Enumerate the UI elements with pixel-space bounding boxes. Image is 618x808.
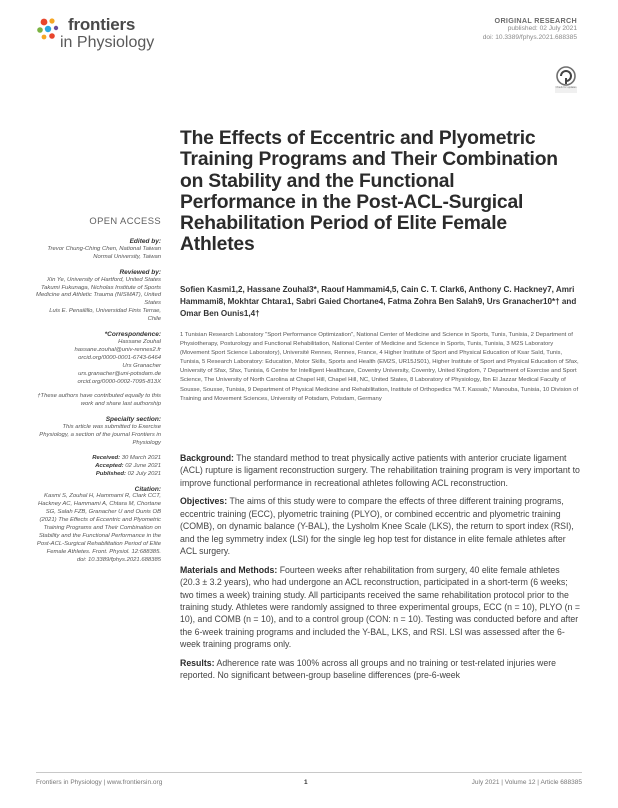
check-for-updates-button[interactable] <box>553 66 579 94</box>
abstract <box>180 452 580 688</box>
reviewer: Takumi Fukunaga, Nicholas Institute of Sports Medicine and Athletic Trauma (NISMAT), United States <box>36 284 161 307</box>
article-doi[interactable]: doi: 10.3389/fphys.2021.688385 <box>482 33 577 41</box>
results-label: Results: <box>180 657 215 668</box>
abstract-methods <box>180 564 580 651</box>
methods-text: Fourteen weeks after rehabilitation from surgery, 40 elite female athletes (20.3 ± 3.2 years), who had undergone an ACL reconstruction, participated in a short-term (6 weeks; two times a week) training study. All participants received the same rehabilitation protocol prior to the training study. Athletes were randomly assigned to three experimental groups, ECC (n = 10), PLYO (n = 10), and COMB (n = 10), and to a control group (CON: n = 10). Testing was conducted before and after the 6-week training programs and included the Y-BAL, LKS, and RSI. LSI was assessed after the 6-week training programs only. <box>180 564 580 650</box>
correspondent-email[interactable]: urs.granacher@uni-potsdam.de <box>78 370 161 377</box>
authors-text: Sofien Kasmi1,2, Hassane Zouhal3*, Raouf Hammami4,5, Cain C. T. Clark6, Anthony C. Hackney7, Amri Hammami8, Mokhtar Chtara1, Sabri Gaied Chortane4, Fatma Zohra Ben Salah9, Urs Granacher10*† and Omar Ben Ounis1,4† <box>180 285 577 318</box>
article-meta <box>357 16 577 42</box>
footer-issue: July 2021 | Volume 12 | Article 688385 <box>471 779 582 786</box>
received-date <box>36 455 161 463</box>
author-list <box>180 284 580 320</box>
objectives-text: The aims of this study were to compare the effects of three different training programs, eccentric training (ECC), plyometric training (PLYO), or combined eccentric and plyometric training (COMB), on dynamic balance (Y-BAL), the Lysholm Knee Scale (LKS), the return to sport index (RSI), and the leg symmetry index (LSI) for the single leg hop test for distance in elite female athletes after ACL surgery. <box>180 496 574 557</box>
page-number: 1 <box>304 779 308 786</box>
sidebar <box>36 238 161 565</box>
correspondent-orcid[interactable]: orcid.org/0000-0002-7095-813X <box>77 378 161 385</box>
footer-divider <box>36 772 582 773</box>
accepted-value: 02 June 2021 <box>125 462 161 469</box>
methods-label: Materials and Methods: <box>180 564 278 575</box>
received-value: 30 March 2021 <box>121 454 161 461</box>
correspondent-orcid[interactable]: orcid.org/0000-0001-6743-6464 <box>78 354 161 361</box>
objectives-label: Objectives: <box>180 496 228 507</box>
check-for-updates-label: Check for updates <box>555 86 577 89</box>
journal-logo[interactable] <box>36 14 196 54</box>
specialty-section: This article was submitted to Exercise Physiology, a section of the journal Frontiers in Physiology <box>39 424 161 446</box>
published-value: 02 July 2021 <box>127 470 161 477</box>
article-title: The Effects of Eccentric and Plyometric Training Programs and Their Combination on Stability and the Functional Performance in the Post-ACL-Surgical Rehabilitation Period of Elite Female Athletes <box>180 128 558 256</box>
citation-text: Kasmi S, Zouhal H, Hammami R, Clark CCT, Hackney AC, Hammami A, Chtara M, Chortane SG, Salah FZB, Granacher U and Ounis OB (2021) The Effects of Eccentric and Plyometric Training Programs and Their Combination on Stability and the Functional Performance in the Post-ACL-Surgical Rehabilitation Period of Elite Female Athletes. Front. Physiol. 12:688385. doi: 10.3389/fphys.2021.688385 <box>36 493 161 563</box>
footer-journal[interactable]: Frontiers in Physiology | www.frontiersin.org <box>36 779 163 786</box>
accepted-date <box>36 463 161 471</box>
correspondent-name: Urs Granacher <box>122 362 161 369</box>
background-text: The standard method to treat physically active patients with anterior cruciate ligament (ACL) rupture is ligament reconstruction surgery. The rehabilitation training program is very important to improve functional performance in recreational athletes following ACL reconstruction. <box>180 453 580 488</box>
background-label: Background: <box>180 453 234 463</box>
open-access-label: OPEN ACCESS <box>89 215 161 226</box>
published-label: Published: <box>95 470 126 477</box>
edited-by-label: Edited by: <box>129 238 161 245</box>
specialty-label: Specialty section: <box>105 416 161 424</box>
received-label: Received: <box>92 454 121 461</box>
abstract-objectives <box>180 495 580 557</box>
reviewer: Xin Ye, University of Hartford, United States <box>46 276 161 283</box>
published-date: published: 02 July 2021 <box>507 25 577 32</box>
correspondent-name: Hassane Zouhal <box>118 338 161 345</box>
check-for-updates-icon <box>553 66 579 94</box>
frontiers-logo-icon <box>36 16 62 42</box>
journal-name: in Physiology <box>60 34 155 51</box>
correspondent-email[interactable]: hassane.zouhal@univ-rennes2.fr <box>74 346 161 353</box>
equal-contribution-note: †These authors have contributed equally to this work and share last authorship <box>37 393 161 408</box>
published-date-sidebar <box>36 471 161 479</box>
affiliations: 1 Tunisian Research Laboratory "Sport Performance Optimization", National Center of Medicine and Science in Sports, Tunis, Tunisia, 2 Department of Physiotherapy, Posturology and Functional Rehabilitation, National Center of Medicine and Science in Sports, Tunis, Tunisia, 3 M2S Laboratory (Movement Sport Science Laboratory), Université Rennes, Rennes, France, 4 Higher Institute of Sport and Physical Education of Ksar Saïd, Tunis, Tunisia, 5 Research Laboratory: Education, Motor Skills, Sports and Health (EM2S, UR15JS01), Higher Institute of Sport and Physical Education of Sfax, University of Sfax, Sfax, Tunisia, 6 Centre for Intelligent Healthcare, Coventry University, Coventry, United Kingdom, 7 Department of Exercise and Sport Science, The University of North Carolina at Chapel Hill, Chapel Hill, NC, United States, 8 Laboratory of Physiology, Ibn El Jazzar Medical Faculty of Sousse, Sousse, Tunisia, 9 Department of Physical Medicine and Rehabilitation, Institute of Orthopedics "M.T. Kassab," Manouba, Tunisia, 10 Division of Training and Movement Sciences, University of Potsdam, Potsdam, Germany <box>180 332 579 402</box>
brand-name: frontiers <box>68 15 136 34</box>
results-text: Adherence rate was 100% across all groups and no training or test-related injuries were reported. No significant between-group baseline differences (pre-6-week <box>180 657 556 681</box>
abstract-results <box>180 657 580 682</box>
reviewed-by-label: Reviewed by: <box>119 268 161 276</box>
accepted-label: Accepted: <box>95 462 124 469</box>
citation-label: Citation: <box>134 485 161 493</box>
edited-by: Trevor Chung-Ching Chen, National Taiwan Normal University, Taiwan <box>47 245 161 260</box>
abstract-background <box>180 452 580 489</box>
correspondence-label: *Correspondence: <box>104 331 161 339</box>
reviewer: Luis E. Penailillo, Universidad Finis Terrae, Chile <box>49 308 161 323</box>
article-type: ORIGINAL RESEARCH <box>494 16 577 25</box>
